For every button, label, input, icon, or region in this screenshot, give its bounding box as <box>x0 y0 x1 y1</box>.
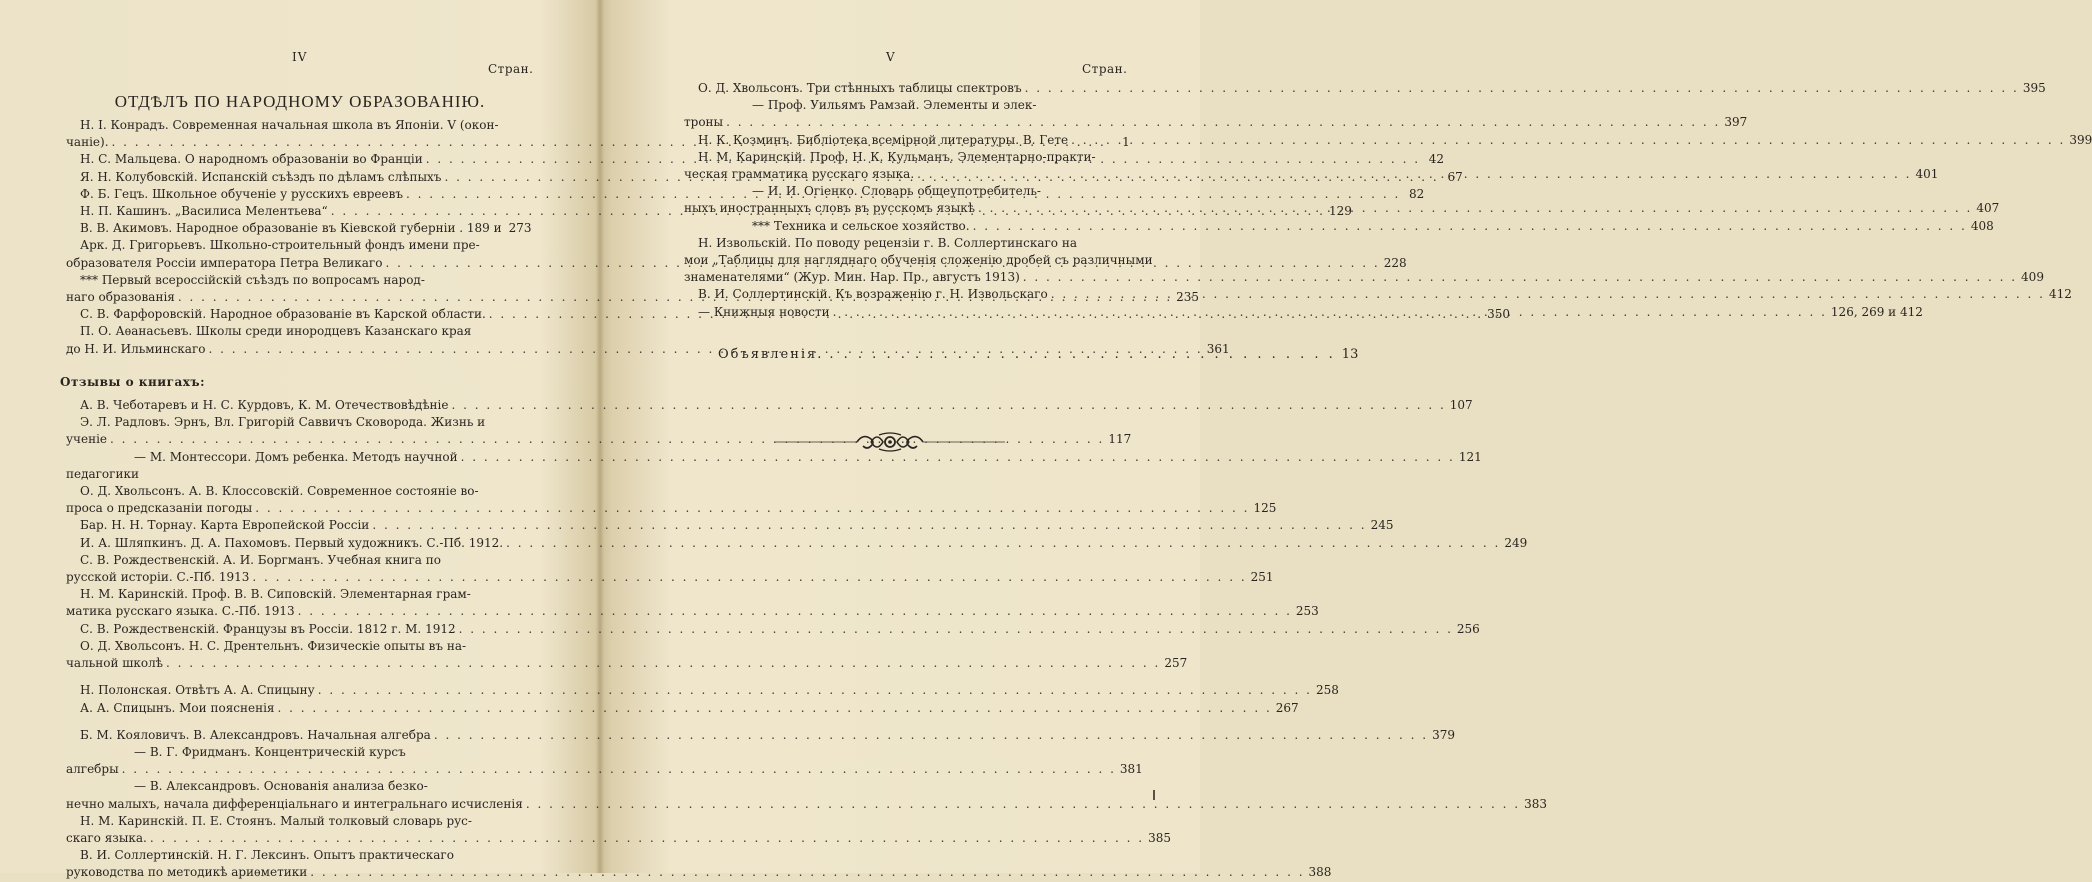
toc-entry-text: О. Д. Хвольсонъ. А. В. Клоссовскій. Современное состояніе во- <box>80 484 479 499</box>
toc-entry-text: Н. С. Мальцева. О народномъ образованіи во Франціи <box>80 152 423 167</box>
toc-entry <box>66 431 1132 448</box>
pages-column-label: Стран. <box>488 62 534 76</box>
toc-entry <box>66 449 1482 466</box>
reviews-heading: Отзывы о книгахъ: <box>60 374 206 389</box>
toc-entry <box>684 149 1132 166</box>
toc-entry-page: 350 <box>1487 307 1510 322</box>
page-number: IV <box>292 50 308 64</box>
toc-entry <box>684 218 1994 235</box>
leader-dots <box>823 347 1341 362</box>
spacer <box>66 672 526 682</box>
toc-entry-text: чальной школѣ <box>66 656 164 671</box>
toc-entry <box>66 813 526 830</box>
toc-entry <box>66 272 526 289</box>
toc-entry-text: ческая грамматика русскаго языка. <box>684 167 915 182</box>
toc-entry-page: 256 <box>1456 621 1480 636</box>
toc-entry-text: *** Первый всероссійскій съѣздъ по вопросамъ народ- <box>80 272 425 287</box>
spacer <box>66 717 526 727</box>
toc-entry-text: *** Техника и сельское хозяйство. <box>752 218 970 233</box>
ornament-icon <box>775 430 1005 454</box>
toc-entry <box>66 778 526 795</box>
toc-entry-text: Э. Л. Радловъ. Эрнъ, Вл. Григорій Саввичъ Сковорода. Жизнь и <box>80 415 486 430</box>
toc-entry-text: Бар. Н. Н. Торнау. Карта Европейской Россіи <box>80 518 370 533</box>
toc-entry <box>66 552 526 569</box>
toc-entry-page: 401 <box>1915 167 1939 182</box>
toc-group-reviews <box>66 397 1528 672</box>
toc-entry-text: — И. И. Огіенко. Словарь общеупотребитель- <box>752 184 1041 199</box>
toc-entry-page: 249 <box>1504 535 1528 550</box>
toc-entry-text: — В. Александровъ. Основанія анализа безко- <box>134 779 428 794</box>
toc-entry-page: 397 <box>1724 115 1748 130</box>
toc-entry-page: 235 <box>1176 290 1200 305</box>
toc-entry-text: алгебры <box>66 762 119 777</box>
toc-entry-page: 126, 269 и 412 <box>1830 304 1923 319</box>
toc-entry-page: 409 <box>2021 270 2044 285</box>
toc-entry-text: проса о предсказаніи погоды <box>66 501 253 516</box>
toc-entry-text: наго образованія <box>66 290 175 305</box>
toc-entry-page: 267 <box>1275 700 1299 715</box>
toc-entry-text: Н. Извольскій. По поводу рецензіи г. В. Соллертинскаго на <box>698 235 1077 250</box>
toc-entry-text: — М. Монтессори. Домъ ребенка. Методъ научной <box>134 449 458 464</box>
toc-entry <box>684 235 1132 252</box>
toc-entry-page: 245 <box>1370 518 1394 533</box>
advertisements-page: 13 <box>1341 347 1359 362</box>
toc-entry <box>684 80 2046 97</box>
toc-entry <box>66 466 526 483</box>
toc-entry-text: В. И. Соллертинскій. Н. Г. Лексинъ. Опытъ практическаго <box>80 848 454 863</box>
toc-entry-text: матика русскаго языка. С.-Пб. 1913 <box>66 604 295 619</box>
toc-entry-text: В. В. Акимовъ. Народное образованіе въ Кіевской губерніи . 189 и <box>80 221 502 236</box>
toc-entry-text: О. Д. Хвольсонъ. Три стѣнныхъ таблицы спектровъ <box>698 81 1022 95</box>
toc-entry <box>684 252 1153 269</box>
toc-entry <box>684 132 2092 149</box>
toc-entry-text: С. В. Рождественскій. Французы въ Россіи. 1812 г. М. 1912 <box>80 621 456 636</box>
toc-entry <box>66 682 1339 699</box>
toc-entry-text: чаніе). <box>66 135 109 150</box>
toc-entry-text: П. О. Аѳанасьевъ. Школы среди инородцевъ Казанскаго края <box>80 324 472 339</box>
toc-entry-page: 129 <box>1328 204 1352 219</box>
toc-entry-text: Н. М. Каринскій. П. Е. Стоянъ. Малый толковый словарь рус- <box>80 813 472 828</box>
toc-entry-page: 385 <box>1148 830 1172 845</box>
toc-entry-page: 388 <box>1308 865 1332 880</box>
toc-entry <box>66 830 1172 847</box>
toc-entry-text: Б. М. Кояловичъ. В. Александровъ. Начальная алгебра <box>80 727 431 742</box>
toc-entry <box>66 517 1394 534</box>
toc-entry-text: скаго языка. <box>66 830 147 845</box>
toc-entry-text: А. А. Спицынъ. Мои поясненія <box>80 700 275 715</box>
leader-dots <box>830 304 1827 321</box>
toc-entry <box>66 483 526 500</box>
leader-dots <box>970 218 1967 235</box>
toc-entry <box>66 414 526 431</box>
toc-entry-text: Я. Н. Колубовскій. Испанскій съѣздъ по дѣламъ слѣпыхъ <box>80 169 442 184</box>
page-number: V <box>886 50 896 64</box>
toc-entry <box>66 847 526 864</box>
toc-entry-text: Н. Полонская. Отвѣтъ А. А. Спицыну <box>80 683 315 698</box>
toc-entry <box>684 183 1132 200</box>
toc-entry-page: 125 <box>1253 501 1277 516</box>
toc-entry-page: 107 <box>1449 398 1473 413</box>
toc-entry-text: Арк. Д. Григорьевъ. Школьно-строительный фондъ имени пре- <box>80 238 480 253</box>
toc-entry-page: 1 <box>1122 135 1130 150</box>
toc-entry-text: Ф. Б. Гецъ. Школьное обученіе у русскихъ евреевъ <box>80 186 403 201</box>
toc-entry-page: 258 <box>1315 683 1339 698</box>
toc-entry-page: 253 <box>1295 604 1319 619</box>
toc-entry <box>66 864 1332 881</box>
pages-column-label: Стран. <box>1082 62 1128 76</box>
toc-entry-text: нечно малыхъ, начала дифференціальнаго и интегральнаго исчисленія <box>66 796 523 811</box>
toc-entry-text: знаменателями“ (Жур. Мин. Нар. Пр., августъ 1913) <box>684 270 1020 285</box>
toc-entry-text: ныхъ иностранныхъ словъ въ русскомъ языкѣ <box>684 201 976 216</box>
toc-entry-text: — В. Г. Фридманъ. Концентрическій курсъ <box>134 744 406 759</box>
spacer <box>66 358 526 372</box>
toc-entry <box>66 761 1143 778</box>
leader-dots <box>975 200 1972 217</box>
toc-entry-page: 67 <box>1447 169 1463 184</box>
toc-entry <box>66 744 526 761</box>
toc-entry-page: 412 <box>2048 287 2072 302</box>
toc-entry-text: образователя Россіи императора Петра Великаго <box>66 255 383 270</box>
toc-entry-text: И. А. Шляпкинъ. Д. А. Пахомовъ. Первый художникъ. С.-Пб. 1912. <box>80 535 504 550</box>
toc-entry <box>66 727 1456 744</box>
toc-entry <box>66 220 532 237</box>
toc-entry <box>66 586 526 603</box>
toc-entry-text: до Н. И. Ильминскаго <box>66 341 206 356</box>
toc-entry-text: троны <box>684 115 724 130</box>
toc-entry-page: 121 <box>1458 449 1482 464</box>
toc-entry <box>66 323 526 340</box>
toc-entry-text: С. В. Фарфоровскій. Народное образованіе въ Карской области. <box>80 307 486 322</box>
toc-entry-page: 42 <box>1428 152 1445 167</box>
toc-entry-page: 381 <box>1119 762 1143 777</box>
toc-entry-text: А. В. Чеботаревъ и Н. С. Курдовъ, К. М. Отечествовѣдѣніе <box>80 398 449 413</box>
toc-entry <box>66 796 1547 813</box>
leader-dots <box>1048 286 2045 303</box>
toc-group-math <box>66 727 1547 882</box>
toc-entry-page: 82 <box>1408 186 1425 201</box>
leader-dots <box>1068 132 2065 149</box>
toc-entry-page: 407 <box>1976 201 2000 216</box>
toc-entry <box>684 97 1132 114</box>
toc-entry <box>66 237 526 254</box>
advertisements-label: Объявленія. <box>718 347 824 362</box>
toc-entry-page: 395 <box>2022 81 2046 95</box>
toc-entry-page: 361 <box>1206 341 1230 356</box>
toc-entry-text: руководства по методикѣ ариѳметики <box>66 865 308 880</box>
toc-entry-page: 399 <box>2069 132 2092 147</box>
toc-entry <box>66 638 526 655</box>
toc-entry <box>66 700 1299 717</box>
toc-entry-page: 273 <box>508 221 532 236</box>
toc-entry-text: мои „Таблицы для нагляднаго обученія сложенію дробей съ различными <box>684 253 1153 268</box>
toc-entry <box>66 397 1473 414</box>
toc-entry <box>66 621 1480 638</box>
toc-entry-text: В. И. Соллертинскій. Къ возраженію г. Н. Извольскаго <box>698 287 1048 302</box>
toc-entry <box>66 603 1319 620</box>
leader-dots <box>1022 80 2019 97</box>
toc-entry-page: 117 <box>1108 432 1132 447</box>
toc-entry-page: 257 <box>1164 656 1188 671</box>
toc-entry <box>66 500 1277 517</box>
toc-entry-text: С. В. Рождественскій. А. И. Боргманъ. Учебная книга по <box>80 552 442 567</box>
toc-entry-page: 251 <box>1250 570 1274 585</box>
toc-entry <box>66 117 526 134</box>
leader-dots <box>914 166 1911 183</box>
toc-group-polemics <box>66 682 1339 716</box>
page-mark <box>1153 790 1155 800</box>
toc-entry-text: Н. М. Каринскій. Проф. Н. К. Кульманъ. Элементарно-практи- <box>698 149 1096 164</box>
toc-entry-text: Н. М. Каринскій. Проф. В. В. Сиповскій. Элементарная грам- <box>80 587 471 602</box>
toc-entry-text: педагогики <box>66 466 139 481</box>
toc-entry <box>684 114 1748 131</box>
toc-entry-page: 379 <box>1432 727 1456 742</box>
toc-entry-text: ученіе <box>66 432 108 447</box>
toc-entry-text: — Книжныя новости <box>698 304 830 319</box>
toc-entry-page: 408 <box>1970 218 1994 233</box>
toc-entry <box>66 569 1274 586</box>
toc-entry-text: русской исторіи. С.-Пб. 1913 <box>66 570 250 585</box>
toc-entry-text: Н. П. Кашинъ. „Василиса Мелентьева“ <box>80 204 328 219</box>
toc-entry-text: О. Д. Хвольсонъ. Н. С. Дрентельнъ. Физическіе опыты въ на- <box>80 638 467 653</box>
toc-entry-text: Н. К. Козминъ. Библіотека всемірной литературы. В. Гете <box>698 132 1069 147</box>
toc-entry-text: — Проф. Уильямъ Рамзай. Элементы и элек- <box>752 98 1037 113</box>
toc-entry-page: 383 <box>1524 796 1547 811</box>
toc-entry-page: 228 <box>1383 255 1407 270</box>
toc-entry <box>66 535 1528 552</box>
toc-entry <box>684 269 2044 286</box>
leader-dots <box>1020 269 2017 286</box>
toc-entry <box>66 655 1188 672</box>
leader-dots <box>723 114 1720 131</box>
toc-entry-text: Н. І. Конрадъ. Современная начальная школа въ Японіи. V (окон- <box>80 118 499 132</box>
section-title: ОТДѢЛЪ ПО НАРОДНОМУ ОБРАЗОВАНІЮ. <box>114 92 486 111</box>
